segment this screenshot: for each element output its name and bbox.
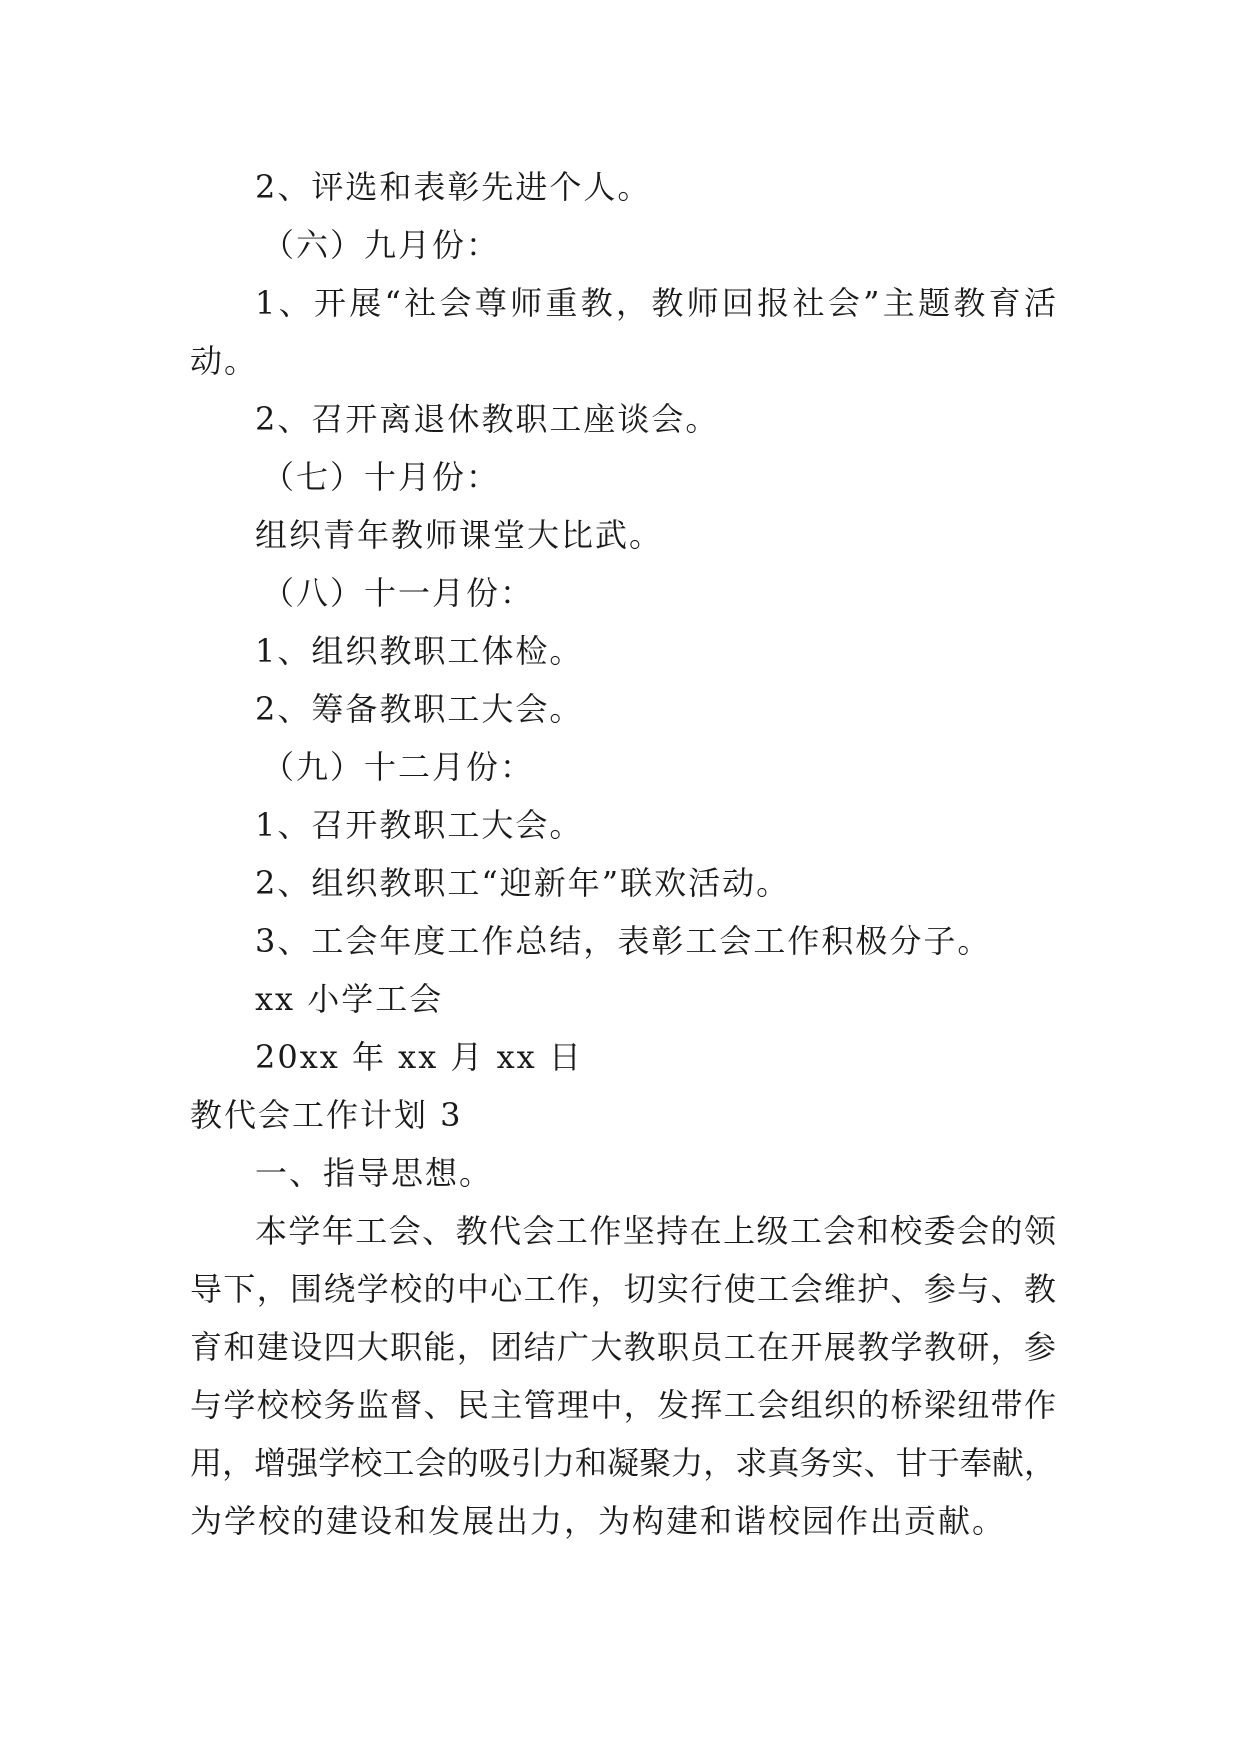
text-line: 1、召开教职工大会。 [255,806,584,844]
text-line: 组织青年教师课堂大比武。 [255,516,664,554]
section-heading: （六）九月份： [262,226,501,264]
section-heading: 一、指导思想。 [255,1154,494,1192]
paragraph-line: 本学年工会、教代会工作坚持在上级工会和校委会的领 [255,1212,1056,1250]
paragraph-line: 用，增强学校工会的吸引力和凝聚力，求真务实、甘于奉献， [190,1444,1056,1482]
text-line: 2、筹备教职工大会。 [255,690,584,728]
section-heading: （八）十一月份： [262,574,535,612]
text-line: 3、工会年度工作总结，表彰工会工作积极分子。 [255,922,992,960]
paragraph-line: 导下，围绕学校的中心工作，切实行使工会维护、参与、教 [190,1270,1056,1308]
section-heading: （九）十二月份： [262,748,535,786]
text-line: 2、组织教职工“迎新年”联欢活动。 [255,864,791,902]
paragraph-line: 与学校校务监督、民主管理中，发挥工会组织的桥梁纽带作 [190,1386,1056,1424]
text-line: 动。 [190,342,259,380]
text-line: 2、召开离退休教职工座谈会。 [255,400,720,438]
section-heading: （七）十月份： [262,458,501,496]
text-line: 1、开展“社会尊师重教，教师回报社会”主题教育活 [255,284,1056,322]
text-line: 2、评选和表彰先进个人。 [255,168,652,206]
paragraph-line: 育和建设四大职能，团结广大教职员工在开展教学教研，参 [190,1328,1056,1366]
document-title: 教代会工作计划 3 [190,1096,463,1134]
signature-date: 20xx 年 xx 月 xx 日 [255,1038,583,1076]
text-line: 1、组织教职工体检。 [255,632,584,670]
paragraph-line: 为学校的建设和发展出力，为构建和谐校园作出贡献。 [190,1502,1007,1540]
signature-org: xx 小学工会 [255,980,444,1018]
